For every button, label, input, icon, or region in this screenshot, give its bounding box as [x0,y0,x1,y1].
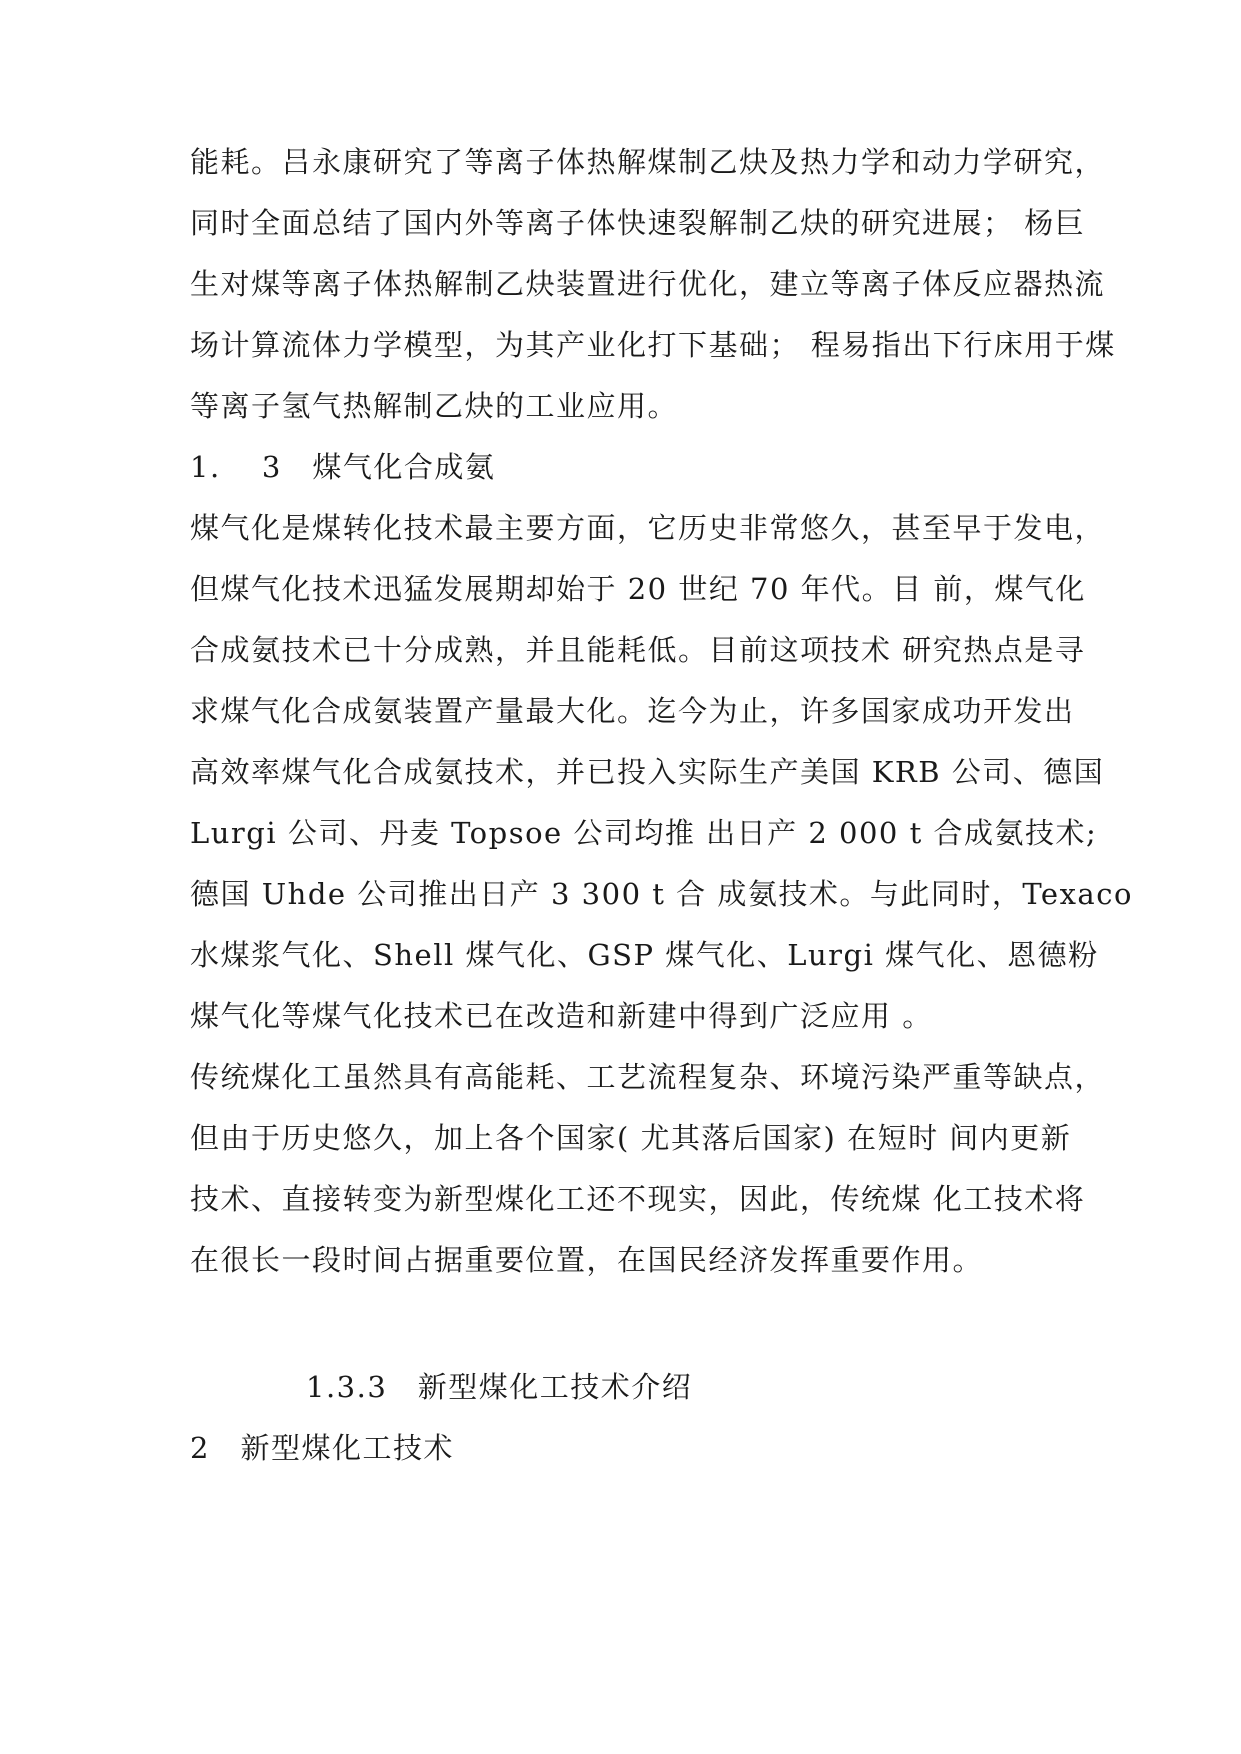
paragraph-line: 传统煤化工虽然具有高能耗、工艺流程复杂、环境污染严重等缺点， [190,1060,1106,1094]
subsection-heading: 1.3.3 新型煤化工技术介绍 [306,1370,693,1404]
paragraph-line: 煤气化等煤气化技术已在改造和新建中得到广泛应用 。 [190,999,933,1033]
paragraph-line: 等离子氢气热解制乙炔的工业应用。 [190,389,679,423]
paragraph-line: 在很长一段时间占据重要位置，在国民经济发挥重要作用。 [190,1243,984,1277]
paragraph-line: 但煤气化技术迅猛发展期却始于 20 世纪 70 年代。目 前，煤气化 [190,572,1086,606]
paragraph-line: 水煤浆气化、Shell 煤气化、GSP 煤气化、Lurgi 煤气化、恩德粉 [190,938,1099,972]
paragraph-line: 但由于历史悠久，加上各个国家( 尤其落后国家) 在短时 间内更新 [190,1121,1072,1155]
paragraph-line: 德国 Uhde 公司推出日产 3 300 t 合 成氨技术。与此同时，Texaco [190,877,1133,911]
paragraph-line: 技术、直接转变为新型煤化工还不现实，因此，传统煤 化工技术将 [190,1182,1086,1216]
paragraph-line: 场计算流体力学模型，为其产业化打下基础； 程易指出下行床用于煤 [190,328,1116,362]
paragraph-line: 同时全面总结了国内外等离子体快速裂解制乙炔的研究进展； 杨巨 [190,206,1086,240]
paragraph-line: Lurgi 公司、丹麦 Topsoe 公司均推 出日产 2 000 t 合成氨技术; [190,816,1098,850]
paragraph-line: 高效率煤气化合成氨技术，并已投入实际生产美国 KRB 公司、德国 [190,755,1105,789]
paragraph-line: 合成氨技术已十分成熟，并且能耗低。目前这项技术 研究热点是寻 [190,633,1086,667]
section-heading: 1. 3 煤气化合成氨 [190,450,496,484]
paragraph-line: 煤气化是煤转化技术最主要方面，它历史非常悠久，甚至早于发电， [190,511,1106,545]
paragraph-line: 能耗。吕永康研究了等离子体热解煤制乙炔及热力学和动力学研究， [190,145,1106,179]
chapter-heading: 2 新型煤化工技术 [190,1431,454,1465]
paragraph-line: 生对煤等离子体热解制乙炔装置进行优化，建立等离子体反应器热流 [190,267,1106,301]
paragraph-line: 求煤气化合成氨装置产量最大化。迄今为止，许多国家成功开发出 [190,694,1075,728]
